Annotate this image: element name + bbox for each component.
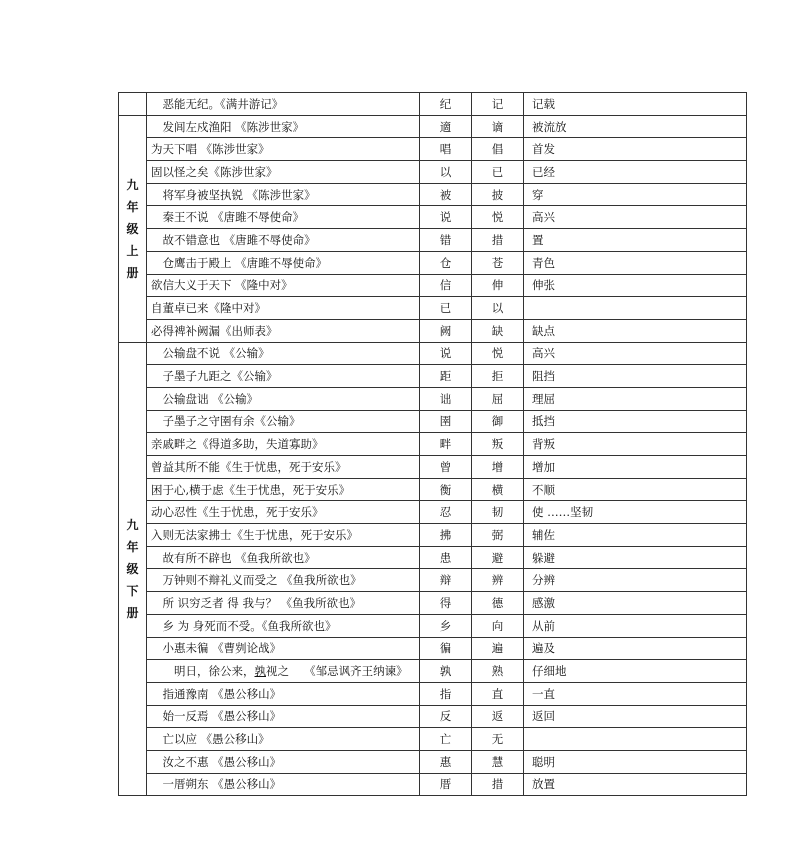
sentence-cell: 发闾左戍渔阳 《陈涉世家》 <box>147 115 420 138</box>
table-row <box>119 115 747 138</box>
original-char-cell: 反 <box>420 705 472 728</box>
sentence-cell: 子墨子之守圉有余《公输》 <box>147 410 420 433</box>
sentence-cell: 亲戚畔之《得道多助，失道寡助》 <box>147 433 420 456</box>
meaning-cell: 青色 <box>524 251 747 274</box>
meaning-cell: 高兴 <box>524 342 747 365</box>
tongjiazi-table <box>118 92 747 796</box>
sentence-cell: 将军身被坚执锐 《陈涉世家》 <box>147 183 420 206</box>
original-char-cell: 说 <box>420 342 472 365</box>
original-char-cell: 亡 <box>420 728 472 751</box>
sentence-cell: 故不错意也 《唐雎不辱使命》 <box>147 229 420 252</box>
meaning-cell: 阻挡 <box>524 365 747 388</box>
table-row <box>119 682 747 705</box>
sentence-cell: 故有所不辟也 《鱼我所欲也》 <box>147 546 420 569</box>
meaning-cell: 仔细地 <box>524 660 747 683</box>
sentence-cell: 乡 为 身死而不受。《鱼我所欲也》 <box>147 614 420 637</box>
correct-char-cell: 苍 <box>472 251 524 274</box>
original-char-cell: 曾 <box>420 456 472 479</box>
sentence-cell: 公输盘不说 《公输》 <box>147 342 420 365</box>
original-char-cell: 被 <box>420 183 472 206</box>
correct-char-cell: 措 <box>472 229 524 252</box>
sentence-cell: 仓鹰击于殿上 《唐雎不辱使命》 <box>147 251 420 274</box>
correct-char-cell: 御 <box>472 410 524 433</box>
meaning-cell: 躲避 <box>524 546 747 569</box>
table-row <box>119 637 747 660</box>
meaning-cell: 穿 <box>524 183 747 206</box>
table-row <box>119 161 747 184</box>
sentence-cell: 为天下唱 《陈涉世家》 <box>147 138 420 161</box>
table-row <box>119 592 747 615</box>
meaning-cell: 被流放 <box>524 115 747 138</box>
table-row <box>119 433 747 456</box>
original-char-cell: 忍 <box>420 501 472 524</box>
original-char-cell: 诎 <box>420 387 472 410</box>
correct-char-cell: 无 <box>472 728 524 751</box>
table-row <box>119 546 747 569</box>
meaning-cell: 使 ……坚韧 <box>524 501 747 524</box>
sentence-cell: 子墨子九距之《公输》 <box>147 365 420 388</box>
sentence-cell: 入则无法家拂士《生于忧患，死于安乐》 <box>147 524 420 547</box>
grade-label: 九 年 级 下 册 <box>119 342 147 796</box>
sentence-cell: 恶能无纪。《满井游记》 <box>147 93 420 116</box>
original-char-cell: 得 <box>420 592 472 615</box>
table-row <box>119 478 747 501</box>
correct-char-cell: 避 <box>472 546 524 569</box>
meaning-cell: 抵挡 <box>524 410 747 433</box>
meaning-cell: 遍及 <box>524 637 747 660</box>
original-char-cell: 適 <box>420 115 472 138</box>
meaning-cell: 高兴 <box>524 206 747 229</box>
meaning-cell: 一直 <box>524 682 747 705</box>
correct-char-cell: 直 <box>472 682 524 705</box>
meaning-cell: 返回 <box>524 705 747 728</box>
sentence-cell: 秦王不说 《唐雎不辱使命》 <box>147 206 420 229</box>
correct-char-cell: 以 <box>472 297 524 320</box>
table-row <box>119 705 747 728</box>
table-row <box>119 773 747 796</box>
meaning-cell: 从前 <box>524 614 747 637</box>
table-row <box>119 206 747 229</box>
meaning-cell: 聪明 <box>524 750 747 773</box>
correct-char-cell: 返 <box>472 705 524 728</box>
table-row <box>119 569 747 592</box>
underlined-char: 孰 <box>254 664 266 679</box>
sentence-cell: 指通豫南 《愚公移山》 <box>147 682 420 705</box>
meaning-cell: 辅佐 <box>524 524 747 547</box>
correct-char-cell: 屈 <box>472 387 524 410</box>
table-row <box>119 524 747 547</box>
original-char-cell: 徧 <box>420 637 472 660</box>
table-row <box>119 660 747 683</box>
correct-char-cell: 熟 <box>472 660 524 683</box>
table-row <box>119 387 747 410</box>
original-char-cell: 辩 <box>420 569 472 592</box>
correct-char-cell: 辨 <box>472 569 524 592</box>
correct-char-cell: 措 <box>472 773 524 796</box>
sentence-cell: 万钟则不辩礼义而受之 《鱼我所欲也》 <box>147 569 420 592</box>
original-char-cell: 厝 <box>420 773 472 796</box>
correct-char-cell: 向 <box>472 614 524 637</box>
table-row <box>119 342 747 365</box>
original-char-cell: 阙 <box>420 319 472 342</box>
original-char-cell: 纪 <box>420 93 472 116</box>
correct-char-cell: 慧 <box>472 750 524 773</box>
original-char-cell: 患 <box>420 546 472 569</box>
meaning-cell: 分辨 <box>524 569 747 592</box>
sentence-cell: 曾益其所不能《生于忧患，死于安乐》 <box>147 456 420 479</box>
original-char-cell: 距 <box>420 365 472 388</box>
original-char-cell: 孰 <box>420 660 472 683</box>
original-char-cell: 信 <box>420 274 472 297</box>
table-row <box>119 319 747 342</box>
meaning-cell: 首发 <box>524 138 747 161</box>
table-row <box>119 365 747 388</box>
table-row <box>119 728 747 751</box>
correct-char-cell: 横 <box>472 478 524 501</box>
correct-char-cell: 增 <box>472 456 524 479</box>
correct-char-cell: 叛 <box>472 433 524 456</box>
original-char-cell: 已 <box>420 297 472 320</box>
correct-char-cell: 拒 <box>472 365 524 388</box>
table-body <box>119 93 747 796</box>
sentence-cell: 公输盘诎 《公输》 <box>147 387 420 410</box>
table-row <box>119 274 747 297</box>
original-char-cell: 以 <box>420 161 472 184</box>
table-row <box>119 297 747 320</box>
original-char-cell: 乡 <box>420 614 472 637</box>
correct-char-cell: 谪 <box>472 115 524 138</box>
sentence-cell: 一厝朔东 《愚公移山》 <box>147 773 420 796</box>
meaning-cell: 已经 <box>524 161 747 184</box>
meaning-cell: 感激 <box>524 592 747 615</box>
sentence-cell: 动心忍性《生于忧患，死于安乐》 <box>147 501 420 524</box>
sentence-cell: 小惠未徧 《曹刿论战》 <box>147 637 420 660</box>
correct-char-cell: 缺 <box>472 319 524 342</box>
sentence-cell: 欲信大义于天下 《隆中对》 <box>147 274 420 297</box>
original-char-cell: 拂 <box>420 524 472 547</box>
original-char-cell: 错 <box>420 229 472 252</box>
meaning-cell: 不顺 <box>524 478 747 501</box>
correct-char-cell: 倡 <box>472 138 524 161</box>
original-char-cell: 指 <box>420 682 472 705</box>
sentence-cell: 所 识穷乏者 得 我与？ 《鱼我所欲也》 <box>147 592 420 615</box>
meaning-cell: 伸张 <box>524 274 747 297</box>
meaning-cell: 背叛 <box>524 433 747 456</box>
original-char-cell: 说 <box>420 206 472 229</box>
sentence-cell: 汝之不惠 《愚公移山》 <box>147 750 420 773</box>
table-row <box>119 410 747 433</box>
meaning-cell: 记载 <box>524 93 747 116</box>
table-row <box>119 229 747 252</box>
sentence-cell: 困于心,横于虑《生于忧患，死于安乐》 <box>147 478 420 501</box>
correct-char-cell: 悦 <box>472 342 524 365</box>
sentence-cell: 固以怪之矣《陈涉世家》 <box>147 161 420 184</box>
table-row <box>119 183 747 206</box>
original-char-cell: 衡 <box>420 478 472 501</box>
meaning-cell: 置 <box>524 229 747 252</box>
original-char-cell: 圉 <box>420 410 472 433</box>
correct-char-cell: 已 <box>472 161 524 184</box>
sentence-cell: 亡以应 《愚公移山》 <box>147 728 420 751</box>
meaning-cell: 缺点 <box>524 319 747 342</box>
correct-char-cell: 伸 <box>472 274 524 297</box>
original-char-cell: 畔 <box>420 433 472 456</box>
table-row <box>119 251 747 274</box>
correct-char-cell: 悦 <box>472 206 524 229</box>
table-row <box>119 138 747 161</box>
table-row <box>119 456 747 479</box>
meaning-cell <box>524 297 747 320</box>
correct-char-cell: 韧 <box>472 501 524 524</box>
sentence-cell: 明日，徐公来，孰视之 《邹忌讽齐王纳谏》 <box>147 660 420 683</box>
sentence-cell: 必得裨补阙漏《出师表》 <box>147 319 420 342</box>
sentence-cell: 始一反焉 《愚公移山》 <box>147 705 420 728</box>
table-row <box>119 750 747 773</box>
correct-char-cell: 弼 <box>472 524 524 547</box>
table-row <box>119 93 747 116</box>
tongjiazi-table-container <box>118 92 746 796</box>
grade-label: 九 年 级 上 册 <box>119 115 147 342</box>
correct-char-cell: 德 <box>472 592 524 615</box>
meaning-cell <box>524 728 747 751</box>
meaning-cell: 理屈 <box>524 387 747 410</box>
grade-label <box>119 93 147 116</box>
sentence-cell: 自董卓已来《隆中对》 <box>147 297 420 320</box>
original-char-cell: 惠 <box>420 750 472 773</box>
correct-char-cell: 披 <box>472 183 524 206</box>
correct-char-cell: 遍 <box>472 637 524 660</box>
original-char-cell: 唱 <box>420 138 472 161</box>
table-row <box>119 501 747 524</box>
correct-char-cell: 记 <box>472 93 524 116</box>
meaning-cell: 增加 <box>524 456 747 479</box>
table-row <box>119 614 747 637</box>
meaning-cell: 放置 <box>524 773 747 796</box>
original-char-cell: 仓 <box>420 251 472 274</box>
